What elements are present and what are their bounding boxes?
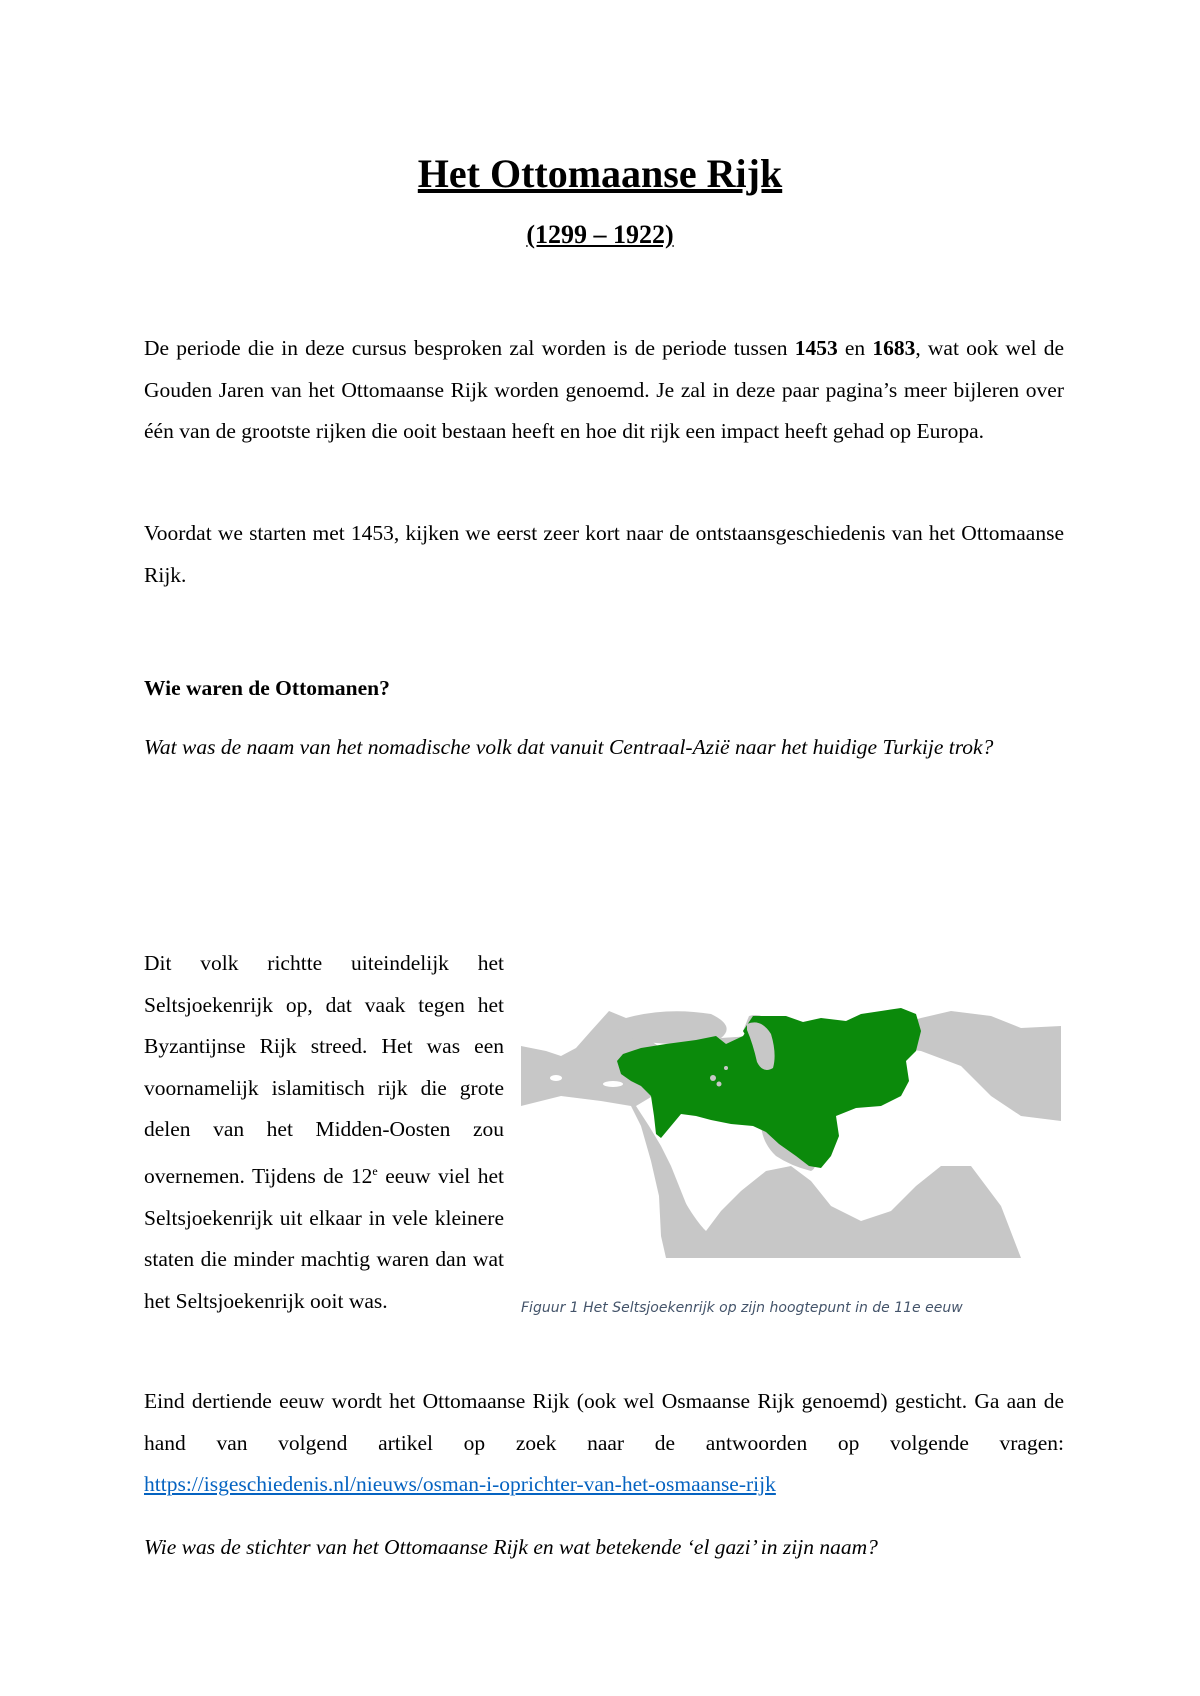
- section-heading: Wie waren de Ottomanen?: [144, 676, 390, 700]
- intro-text-1: De periode die in deze cursus besproken zal worden is de periode tussen: [144, 336, 795, 360]
- map-lake-2: [717, 1082, 722, 1087]
- context-paragraph: Voordat we starten met 1453, kijken we eerst zeer kort naar de ontstaansgeschiedenis van het Ottomaanse Rijk.: [144, 521, 1064, 587]
- map-graphic: [521, 956, 1061, 1258]
- map-lake-3: [724, 1066, 728, 1070]
- page-subtitle: (1299 – 1922): [526, 220, 674, 249]
- seljuk-empire-map: [521, 956, 1061, 1258]
- intro-paragraph: [144, 328, 1064, 453]
- century-superscript: e: [372, 1163, 378, 1178]
- seljuk-text-1: Dit volk richtte uiteindelijk het Seltsjoekenrijk op, dat vaak tegen het Byzantijnse Rijk streed. Het was een voornamelijk islamitisch rijk die grote delen van het Midden-Oosten zou overnemen. Tijdens de 12: [144, 951, 504, 1189]
- seljuk-text-2: eeuw viel het Seltsjoekenrijk uit elkaar in vele kleinere staten die minder machtig waren dan wat het Seltsjoekenrijk ooit was.: [144, 1164, 505, 1313]
- figure-caption: Figuur 1 Het Seltsjoekenrijk op zijn hoogtepunt in de 11e eeuw: [521, 1300, 963, 1316]
- article-link[interactable]: https://isgeschiedenis.nl/nieuws/osman-i-oprichter-van-het-osmaanse-rijk: [144, 1472, 776, 1496]
- intro-year-start: 1453: [794, 336, 838, 360]
- intro-text-3: , wat ook wel de Gouden Jaren van het Ottomaanse Rijk worden genoemd. Je zal in deze paar pagina’s meer bijleren over één van de grootste rijken die ooit bestaan heeft en hoe dit rijk een impact heeft gehad op Europa.: [144, 336, 1064, 443]
- founding-paragraph: [144, 1381, 1064, 1506]
- page-title: Het Ottomaanse Rijk: [417, 151, 783, 196]
- map-lake-1: [710, 1075, 716, 1081]
- question-1: Wat was de naam van het nomadische volk dat vanuit Centraal-Azië naar het huidige Turkije trok?: [144, 735, 994, 759]
- intro-year-end: 1683: [872, 336, 916, 360]
- founding-text: Eind dertiende eeuw wordt het Ottomaanse Rijk (ook wel Osmaanse Rijk genoemd) gesticht. Ga aan de hand van volgend artikel op zoek naar de antwoorden op volgende vragen:: [144, 1389, 1064, 1455]
- seljuk-paragraph: [144, 943, 504, 1323]
- question-2: Wie was de stichter van het Ottomaanse Rijk en wat betekende ‘el gazi’ in zijn naam?: [144, 1535, 878, 1559]
- intro-text-2: en: [837, 336, 873, 360]
